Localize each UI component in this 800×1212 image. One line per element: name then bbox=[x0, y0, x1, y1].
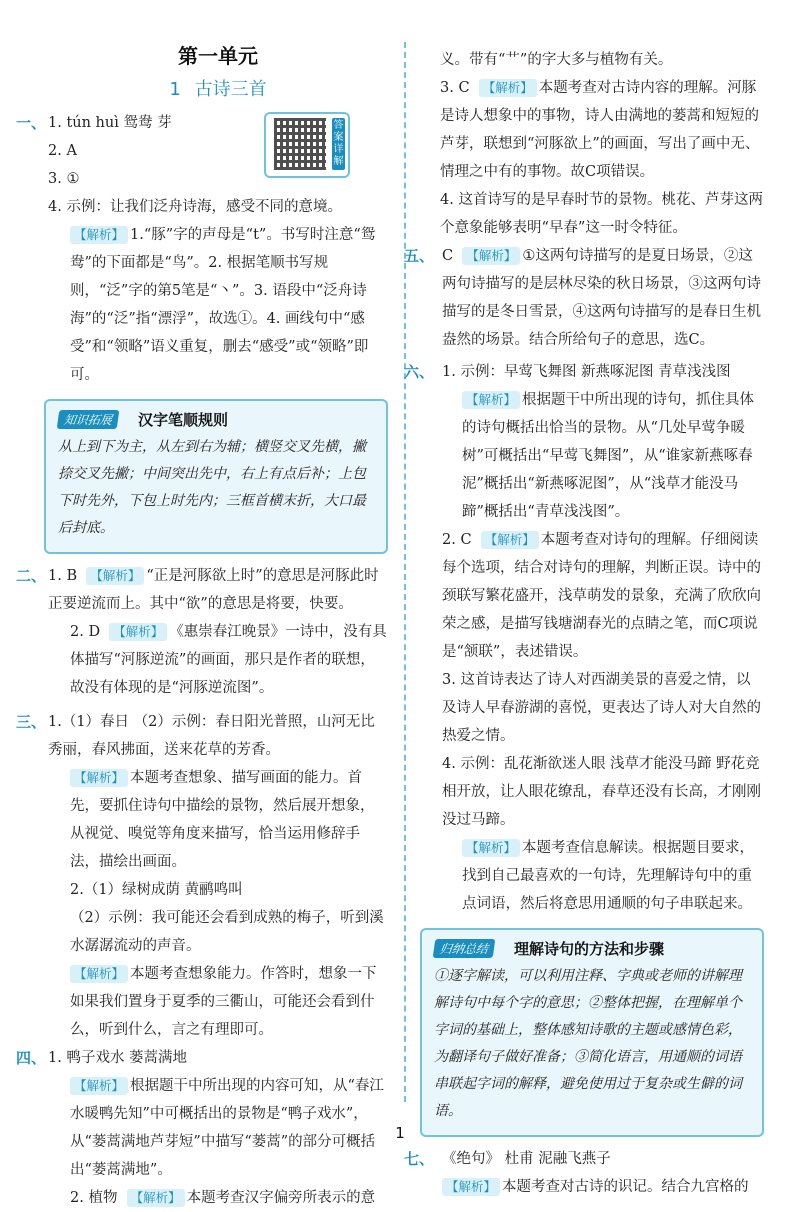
box-body: 从上到下为主，从左到右为辅；横竖交叉先横，撇捺交叉先撇；中间突出先中，右上有点后补；上包下时先外，下包上时先内；三框首横末折，大口最后封底。 bbox=[58, 439, 366, 536]
analysis-text: 本题考查想象、描写画面的能力。首先，要抓住诗句中描绘的景物，然后展开想象，从视觉、嗅觉等角度来描写，恰当运用修辞手法，描绘出画面。 bbox=[70, 770, 375, 870]
section-marker: 五、 bbox=[404, 247, 435, 265]
qr-code-icon bbox=[274, 118, 326, 170]
summary-box bbox=[420, 928, 764, 1137]
answer-line bbox=[418, 526, 764, 666]
analysis-text: 根据题干中所出现的诗句，抓住具体的诗句概括出恰当的景物。从“几处早莺争暖树”可概括出“早莺飞舞图”，从“谁家新燕啄春泥”概括出“新燕啄泥图”，从“浅草才能没马蹄”概括出“青草浅浅图”。 bbox=[462, 392, 755, 520]
analysis-text: 《惠崇春江晚景》一诗中，没有具体描写“河豚逆流”的画面，那只是作者的联想，故没有体现的是“河豚逆流图”。 bbox=[70, 624, 387, 696]
analysis bbox=[48, 764, 388, 876]
analysis-tag: 【解析】 bbox=[462, 247, 520, 265]
page-number: 1 bbox=[395, 1124, 405, 1142]
left-column bbox=[15, 40, 388, 1212]
box-badge: 归纳总结 bbox=[433, 939, 496, 958]
analysis-text: 根据题干中所出现的内容可知，从“春江水暖鸭先知”中可概括出的景物是“鸭子戏水”，从“蒌蒿满地芦芽短”中描写“蒌蒿”的部分可概括出“蒌蒿满地”。 bbox=[70, 1078, 384, 1178]
answer-line: 1. tún huì 鸳鸯 芽 bbox=[48, 115, 172, 131]
section-marker: 七、 bbox=[404, 1150, 435, 1168]
analysis-text: 1.“豚”字的声母是“t”。书写时注意“鸳鸯”的下面都是“鸟”。2. 根据笔顺书写规则，“泛”字的第5笔是“丶”。3. 语段中“泛舟诗海”的“泛”指“漂浮”，故选①。4. 画线句中“感受”和“领略”语义重复，删去“感受”或“领略”即可。 bbox=[70, 227, 376, 383]
analysis-text: 本题考查信息解读。根据题目要求，找到自己最喜欢的一句诗，先理解诗句中的重点词语，然后将意思用通顺的句子串联起来。 bbox=[462, 840, 755, 912]
analysis bbox=[418, 386, 764, 526]
analysis-text: 本题考查想象能力。作答时，想象一下如果我们置身于夏季的三衢山，可能还会看到什么，听到什么，言之有理即可。 bbox=[70, 966, 377, 1038]
section-marker: 四、 bbox=[15, 1049, 46, 1067]
analysis-text: 本题考查对诗句的理解。仔细阅读每个选项，结合对诗句的理解，判断正误。诗中的颈联写繁花盛开，浅草萌发的景象，充满了欣欣向荣之感，是描写钱塘湖春光的点睛之笔，而C项说是“颔联”，表述错误。 bbox=[442, 532, 761, 660]
analysis-tag: 【解析】 bbox=[462, 839, 520, 857]
answer-line: 1.（1）春日 （2）示例：春日阳光普照，山河无比秀丽，春风拂面，送来花草的芳香。 bbox=[48, 714, 375, 758]
analysis-text: ①这两句诗描写的是夏日场景，②这两句诗描写的是层林尽染的秋日场景，③这两句诗描写的是冬日雪景，④这两句诗描写的是春日生机盎然的场景。结合所给句子的意思，选C。 bbox=[442, 248, 761, 348]
answer-choice: 2. C bbox=[442, 532, 472, 548]
answer-line: 《绝句》 杜甫 泥融飞燕子 bbox=[442, 1151, 611, 1167]
analysis-tag: 【解析】 bbox=[481, 531, 539, 549]
analysis-tag: 【解析】 bbox=[86, 567, 144, 585]
section-7 bbox=[404, 1145, 764, 1201]
analysis bbox=[418, 1173, 764, 1201]
analysis-tag: 【解析】 bbox=[479, 79, 537, 97]
analysis-tag: 【解析】 bbox=[70, 965, 128, 983]
column-divider bbox=[404, 42, 406, 1102]
section-3 bbox=[15, 708, 388, 1044]
box-badge: 知识拓展 bbox=[57, 410, 120, 429]
section-6 bbox=[404, 358, 764, 918]
analysis-text: 本题考查对古诗内容的理解。河豚是诗人想象中的事物，诗人由满地的蒌蒿和短短的芦芽，联想到“河豚欲上”的画面，写出了画中无、情理之中有的事物。故C项错误。 bbox=[440, 80, 760, 180]
box-body: ①逐字解读，可以利用注释、字典或老师的讲解理解诗句中每个字的意思；②整体把握，在理解单个字词的基础上，整体感知诗歌的主题或感情色彩，为翻译句子做好准备；③简化语言，用通顺的词语串联起字词的解释，避免使用过于复杂或生僻的词语。 bbox=[434, 968, 742, 1119]
analysis-text: 本题考查对古诗的识记。结合九宫格的 bbox=[502, 1179, 749, 1195]
lesson-title bbox=[48, 75, 388, 101]
lesson-number: 1 bbox=[169, 79, 181, 100]
answer-line bbox=[418, 74, 764, 186]
answer-line: 1. 鸭子戏水 蒌蒿满地 bbox=[48, 1050, 188, 1066]
analysis-tag: 【解析】 bbox=[127, 1189, 185, 1207]
section-marker: 三、 bbox=[15, 713, 46, 731]
analysis-tag: 【解析】 bbox=[70, 226, 128, 244]
qr-label: 答案详解 bbox=[332, 118, 345, 170]
section-5 bbox=[404, 242, 764, 354]
analysis-tag: 【解析】 bbox=[462, 391, 520, 409]
analysis-tag: 【解析】 bbox=[109, 623, 167, 641]
analysis-tag: 【解析】 bbox=[442, 1178, 500, 1196]
answer-line: 1. 示例：早莺飞舞图 新燕啄泥图 青草浅浅图 bbox=[442, 364, 731, 380]
answer-choice: 1. B bbox=[48, 568, 78, 584]
answer-choice: 2. D bbox=[70, 624, 101, 640]
answer-choice: 2. 植物 bbox=[70, 1190, 118, 1206]
qr-code[interactable] bbox=[264, 112, 350, 178]
answer-line bbox=[48, 1184, 388, 1212]
answer-line: 4. 这首诗写的是早春时节的景物。桃花、芦芽这两个意象能够表明“早春”这一时令特征。 bbox=[440, 192, 763, 236]
knowledge-box bbox=[44, 399, 388, 554]
box-title: 理解诗句的方法和步骤 bbox=[514, 940, 665, 958]
answer-line: 2. A bbox=[48, 143, 77, 159]
answer-line: 3. 这首诗表达了诗人对西湖美景的喜爱之情，以及诗人早春游湖的喜悦，更表达了诗人对大自然的热爱之情。 bbox=[442, 672, 761, 744]
analysis-tag: 【解析】 bbox=[70, 1077, 128, 1095]
analysis bbox=[48, 221, 388, 389]
section-marker: 一、 bbox=[15, 114, 46, 132]
answer-line bbox=[48, 618, 388, 702]
answer-line: 2.（1）绿树成荫 黄鹂鸣叫 bbox=[70, 882, 243, 898]
analysis-text: “正是河豚欲上时”的意思是河豚此时正要逆流而上。其中“欲”的意思是将要，快要。 bbox=[48, 568, 379, 612]
unit-title: 第一单元 bbox=[178, 44, 258, 68]
analysis bbox=[418, 834, 764, 918]
right-column bbox=[404, 46, 764, 1201]
section-marker: 二、 bbox=[15, 567, 46, 585]
section-marker: 六、 bbox=[404, 363, 435, 381]
section-2 bbox=[15, 562, 388, 702]
continued-text: 义。带有“艹”的字大多与植物有关。 bbox=[440, 52, 673, 68]
answer-line: 4. 示例：让我们泛舟诗海，感受不同的意境。 bbox=[48, 199, 342, 215]
answer-choice: C bbox=[442, 248, 454, 264]
lesson-name: 古诗三首 bbox=[194, 79, 267, 100]
answer-line: 4. 示例：乱花渐欲迷人眼 浅草才能没马蹄 野花竞相开放，让人眼花缭乱，春草还没有长高，才刚刚没过马蹄。 bbox=[442, 756, 761, 828]
box-title: 汉字笔顺规则 bbox=[138, 411, 229, 429]
answer-line bbox=[48, 562, 388, 618]
answer-choice: 3. C bbox=[440, 80, 470, 96]
answer-line: 3. ① bbox=[48, 171, 80, 187]
analysis-tag: 【解析】 bbox=[70, 769, 128, 787]
analysis bbox=[48, 960, 388, 1044]
answer-line: （2）示例：我可能还会看到成熟的梅子，听到溪水潺潺流动的声音。 bbox=[70, 910, 384, 954]
analysis-text: 本题考查汉字偏旁所表示的意 bbox=[186, 1190, 376, 1206]
answer-line bbox=[418, 242, 764, 354]
